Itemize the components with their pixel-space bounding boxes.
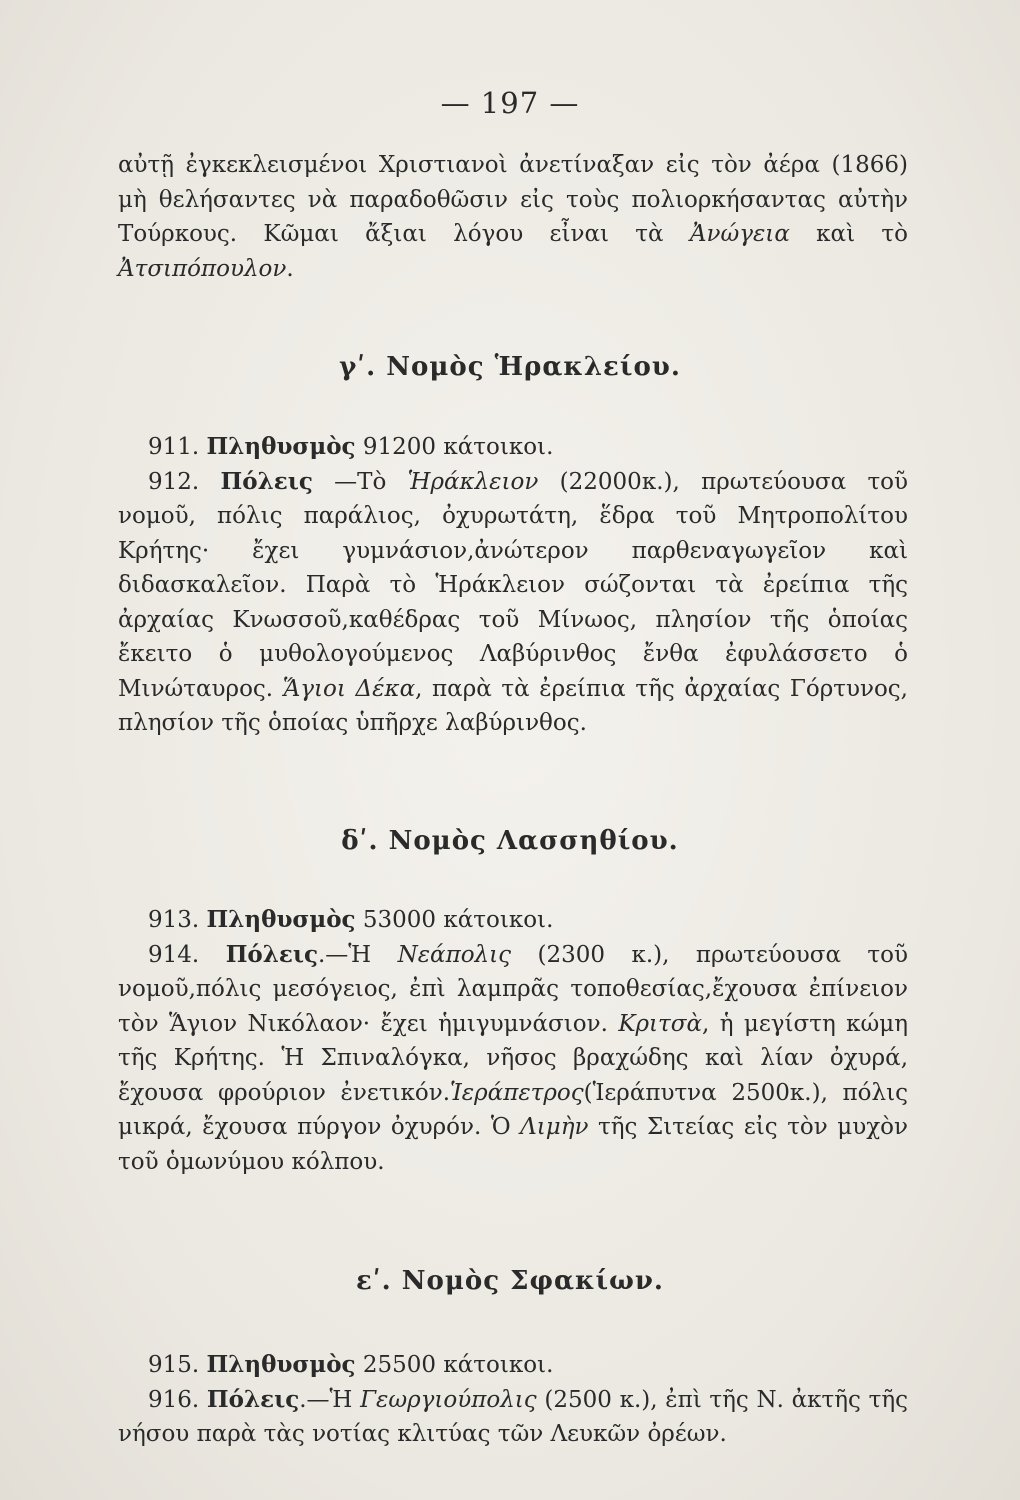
text-run: (2300 κ.), πρωτεύουσα τοῦ νομοῦ,πόλις μεσόγειος, ἐπὶ λαμπρᾶς τοποθεσίας,ἔχουσα ἐπίνειον τὸν Ἅγιον Νικόλαον· ἔχει ἡμιγυμνάσιον. — [118, 941, 908, 1037]
intro-connector: καὶ τὸ — [789, 221, 908, 247]
population-value: 53000 κάτοικοι. — [355, 907, 554, 933]
city-georgioupolis: Γεωργιούπολις — [360, 1386, 537, 1413]
population-label: Πληθυσμὸς — [206, 433, 356, 460]
place-kritsa: Κριτσὰ — [618, 1010, 703, 1037]
text-run: τῆς Σιτείας εἰς τὸν μυχὸν τοῦ ὁμωνύμου κόλπου. — [118, 1114, 908, 1175]
paragraph-914 — [118, 938, 908, 1180]
paragraph-number: 913. — [148, 907, 200, 933]
paragraph-number: 916. — [148, 1386, 200, 1413]
text-run: (Ἱεράπυτνα 2500κ.), πόλις μικρά, ἔχουσα πύργον ὀχυρόν. Ὁ — [118, 1079, 908, 1140]
place-agioi-deka: Ἅγιοι Δέκα — [282, 675, 416, 702]
population-value: 25500 κάτοικοι. — [355, 1352, 554, 1378]
text-run: , ἡ μεγίστη κώμη τῆς Κρήτης. Ἡ Σπιναλόγκα, νῆσος βραχώδης καὶ λίαν ὀχυρά, ἔχουσα φρούριον ἐνετικόν. — [118, 1010, 908, 1106]
city-neapolis: Νεάπολις — [397, 941, 512, 968]
paragraph-number: 911. — [148, 434, 200, 460]
paragraph-number: 915. — [148, 1352, 200, 1378]
section-heading-heraklion: γʹ. Νομὸς Ἡρακλείου. — [339, 352, 681, 382]
paragraph-number: 912. — [148, 468, 200, 495]
population-label: Πληθυσμὸς — [206, 1351, 356, 1378]
paragraph-number: 914. — [148, 941, 200, 968]
page-number: — 197 — — [440, 86, 580, 120]
cities-label: Πόλεις — [225, 940, 318, 968]
section-heading-sfakia: εʹ. Νομὸς Σφακίων. — [356, 1266, 664, 1296]
intro-body: αὐτῇ ἐγκεκλεισμένοι Χριστιανοὶ ἀνετίναξαν εἰς τὸν ἀέρα (1866) μὴ θελήσαντες νὰ παραδοθῶσιν εἰς τοὺς πολιορκήσαντας αὐτὴν Τούρκους. Κῶμαι ἄξιαι λόγου εἶναι τὰ — [118, 152, 908, 247]
text-run: , παρὰ τὰ ἐρείπια τῆς ἀρχαίας Γόρτυνος, πλησίον τῆς ὁποίας ὑπῆρχε λαβύρινθος. — [118, 675, 908, 736]
population-label: Πληθυσμὸς — [206, 906, 356, 933]
intro-text — [118, 148, 908, 286]
village-anogeia: Ἀνώγεια — [689, 221, 790, 247]
paragraph-911 — [118, 430, 908, 465]
intro-end: . — [286, 255, 294, 282]
paragraph-913 — [118, 903, 908, 938]
text-run: .—Ἡ — [318, 941, 398, 968]
text-run: —Τὸ — [312, 468, 408, 495]
cities-label: Πόλεις — [206, 1385, 300, 1413]
cities-label: Πόλεις — [220, 467, 313, 495]
population-value: 91200 κάτοικοι. — [355, 434, 554, 460]
paragraph-916 — [118, 1383, 908, 1452]
paragraph-912 — [118, 465, 908, 741]
city-heraklion: Ἡράκλειον — [407, 468, 539, 495]
intro-paragraph — [118, 148, 908, 286]
heraklion-section — [118, 430, 908, 741]
text-run: .—Ἡ — [299, 1386, 361, 1413]
paragraph-915 — [118, 1348, 908, 1383]
village-atsipopoulon: Ἀτσιπόπουλον — [118, 255, 287, 282]
lasithi-section — [118, 903, 908, 1179]
text-run: (22000κ.), πρωτεύουσα τοῦ νομοῦ, πόλις παράλιος, ὀχυρωτάτη, ἕδρα τοῦ Μητροπολίτου Κρήτης· ἔχει γυμνάσιον,ἀνώτερον παρθεναγωγεῖον καὶ διδασκαλεῖον. Παρὰ τὸ Ἡράκλειον σώζονται τὰ ἐρείπια τῆς ἀρχαίας Κνωσσοῦ,καθέδρας τοῦ Μίνωος, πλησίον τῆς ὁποίας ἔκειτο ὁ μυθολογούμενος Λαβύρινθος ἔνθα ἐφυλάσσετο ὁ Μινώταυρος. — [118, 468, 909, 702]
city-ierapetra: Ἱεράπετρος — [450, 1079, 584, 1106]
text-run: (2500 κ.), ἐπὶ τῆς Ν. ἀκτῆς τῆς νήσου παρὰ τὰς νοτίας κλιτύας τῶν Λευκῶν ὀρέων. — [118, 1386, 908, 1447]
place-limin: Λιμὴν — [520, 1114, 589, 1140]
sfakia-section — [118, 1348, 908, 1452]
section-heading-lasithi: δʹ. Νομὸς Λασσηθίου. — [341, 826, 679, 856]
